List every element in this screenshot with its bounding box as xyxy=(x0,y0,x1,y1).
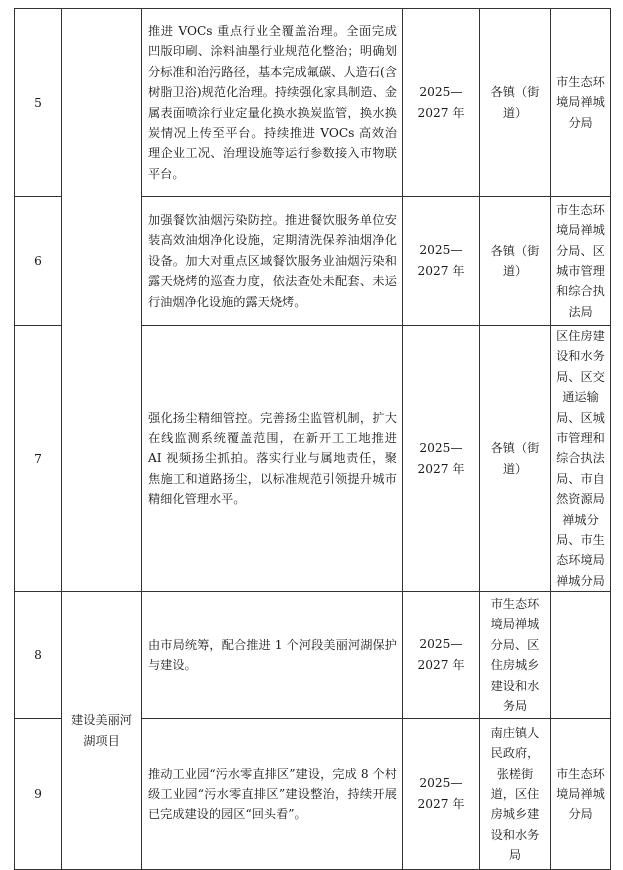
period-start: 2025— xyxy=(419,637,463,652)
category-label: 建设美丽河湖项目 xyxy=(62,592,142,870)
responsible-unit: 市生态环境局禅城分局 xyxy=(551,9,611,197)
task-content: 推动工业园“污水零直排区”建设，完成 8 个村级工业园“污水零直排区”建设整治，持续开展已完成建设的园区“回头看”。 xyxy=(142,719,403,870)
lead-unit: 各镇（街道） xyxy=(480,197,551,326)
lead-unit: 市生态环境局禅城分局、区住房城乡建设和水务局 xyxy=(480,592,551,719)
task-table xyxy=(14,8,611,870)
time-period xyxy=(403,326,480,592)
period-start: 2025— xyxy=(419,84,463,99)
lead-unit: 各镇（街道） xyxy=(480,326,551,592)
time-period xyxy=(403,9,480,197)
time-period xyxy=(403,197,480,326)
period-end: 2027 年 xyxy=(417,264,465,278)
period-start: 2025— xyxy=(419,776,463,791)
responsible-unit: 区住房建设和水务局、区交通运输局、区城市管理和综合执法局、市自然资源局禅城分局、市生态环境局禅城分局 xyxy=(551,326,611,592)
row-number: 9 xyxy=(15,719,62,870)
lead-unit: 各镇（街道） xyxy=(480,9,551,197)
category-cell-empty xyxy=(62,9,142,592)
period-end: 2027 年 xyxy=(417,105,465,120)
period-end: 2027 年 xyxy=(417,658,465,673)
row-number: 6 xyxy=(15,197,62,326)
task-content: 由市局统筹，配合推进 1 个河段美丽河湖保护与建设。 xyxy=(142,592,403,719)
period-start: 2025— xyxy=(419,243,463,257)
time-period xyxy=(403,719,480,870)
responsible-unit xyxy=(551,592,611,719)
lead-unit: 南庄镇人民政府，张槎街道，区住房城乡建设和水务局 xyxy=(480,719,551,870)
table-row xyxy=(15,592,611,719)
period-start: 2025— xyxy=(419,440,463,455)
period-end: 2027 年 xyxy=(417,461,465,476)
table-row xyxy=(15,9,611,197)
responsible-unit: 市生态环境局禅城分局、区城市管理和综合执法局 xyxy=(551,197,611,326)
task-content: 推进 VOCs 重点行业全覆盖治理。全面完成凹版印刷、涂料油墨行业规范化整治；明确划分标准和治污路径，基本完成氟碳、人造石(含树脂卫浴)规范化治理。持续强化家具制造、金属表面喷涂行业定量化换水换炭监管，换水换炭情况上传至平台。持续推进 VOCs 高效治理企业工况、治理设施等运行参数接入市物联平台。 xyxy=(142,9,403,197)
row-number: 5 xyxy=(15,9,62,197)
period-end: 2027 年 xyxy=(417,797,465,812)
responsible-unit: 市生态环境局禅城分局 xyxy=(551,719,611,870)
task-content: 强化扬尘精细管控。完善扬尘监管机制，扩大在线监测系统覆盖范围，在新开工工地推进 AI 视频扬尘抓拍。落实行业与属地责任，聚焦施工和道路扬尘，以标准规范引领提升城市精细化管理水平。 xyxy=(142,326,403,592)
task-content: 加强餐饮油烟污染防控。推进餐饮服务单位安装高效油烟净化设施，定期清洗保养油烟净化设备。加大对重点区域餐饮服务业油烟污染和露天烧烤的巡查力度，依法查处未配套、未运行油烟净化设施的露天烧烤。 xyxy=(142,197,403,326)
row-number: 8 xyxy=(15,592,62,719)
row-number: 7 xyxy=(15,326,62,592)
time-period xyxy=(403,592,480,719)
